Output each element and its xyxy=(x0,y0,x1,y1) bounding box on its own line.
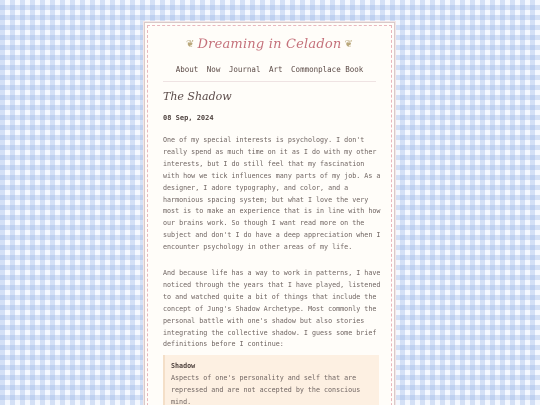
bow-ornament-icon: ❦ xyxy=(185,39,195,50)
nav-link-art[interactable]: Art xyxy=(268,65,283,74)
nav-link-about[interactable]: About xyxy=(175,65,199,74)
post-date: 08 Sep, 2024 xyxy=(163,114,214,122)
content-card xyxy=(144,22,395,405)
definition-box xyxy=(163,355,379,405)
post-title: The Shadow xyxy=(163,90,232,103)
post-paragraph: One of my special interests is psychology. I don't really spend as much time on it as I do with my other interests, but I do still feel that my fascination with how we tick influences many parts of my job. As a designer, I adore typography, and color, and a harmonious spacing system; but what I love the very most is to make an experience that is in line with how our brains work. So though I want read more on the subject and don't I do have a deep appreciation when I encounter psychology in other areas of my life. xyxy=(163,136,381,252)
nav-link-commonplace-book[interactable]: Commonplace Book xyxy=(291,65,364,74)
main-nav xyxy=(145,65,394,74)
definition-term: Shadow xyxy=(171,362,196,370)
nav-divider xyxy=(163,81,376,82)
definition-text: Aspects of one's personality and self that are repressed and are not accepted by the conscious mind. xyxy=(171,373,361,405)
bow-ornament-icon: ❦ xyxy=(344,39,354,50)
post-paragraph: And because life has a way to work in patterns, I have noticed through the years that I have played, listened to and watched quite a bit of things that include the concept of Jung's Shadow Archetype. Most commonly the personal battle with one's shadow but also stories integrating the collective shadow. I guess some brief definitions before I continue: xyxy=(163,269,381,349)
nav-link-now[interactable]: Now xyxy=(206,65,221,74)
site-title[interactable] xyxy=(145,37,394,52)
nav-link-journal[interactable]: Journal xyxy=(228,65,261,74)
site-title-text[interactable]: Dreaming in Celadon xyxy=(197,37,342,52)
